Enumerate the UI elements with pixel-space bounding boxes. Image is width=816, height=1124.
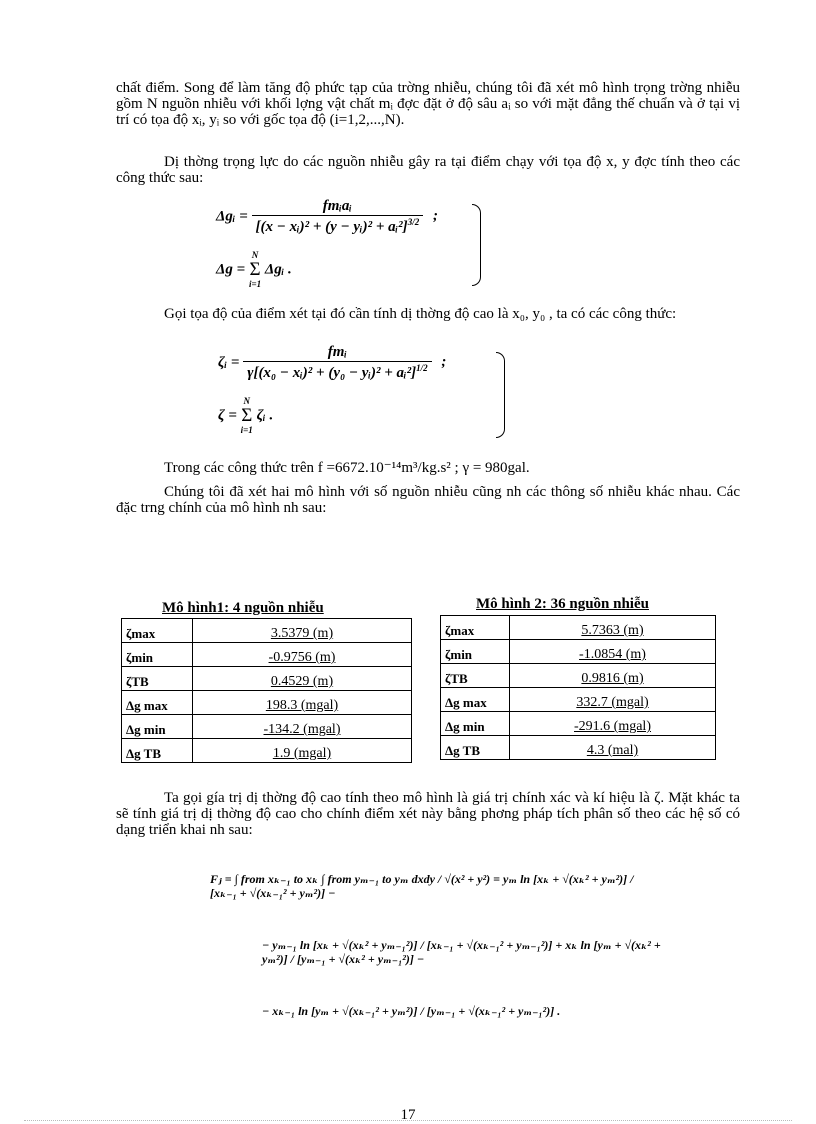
sum-icon: Σ: [241, 405, 253, 426]
model1-value-zeta-tb: 0.4529 (m): [193, 667, 412, 691]
eq2-lhs: ζᵢ =: [218, 354, 240, 371]
equation-integral-line1: Fⱼ = ∫ from xₖ₋₁ to xₖ ∫ from yₘ₋₁ to yₘ dxdy / √(x² + y²) = yₘ ln [xₖ + √(xₖ² + yₘ²)] / [xₖ₋₁ + √(xₖ₋₁² + yₘ²)] −: [210, 872, 634, 900]
table-row: [122, 619, 412, 643]
model1-value-dg-max: 198.3 (mgal): [193, 691, 412, 715]
eq1-term: Δgᵢ .: [264, 261, 292, 278]
model2-label-zeta-tb: ζTB: [441, 664, 510, 688]
eq1-sum-bottom: i=1: [248, 279, 262, 289]
model2-value-zeta-min: -1.0854 (m): [510, 640, 716, 664]
model2-label-zeta-min: ζmin: [441, 640, 510, 664]
model2-value-zeta-tb: 0.9816 (m): [510, 664, 716, 688]
model2-value-dg-tb: 4.3 (mal): [510, 736, 716, 760]
model2-value-zeta-max: 5.7363 (m): [510, 616, 716, 640]
model2-table: [440, 615, 716, 760]
eq2-sum-bottom: i=1: [240, 425, 253, 435]
equation-delta-g-sum: [216, 250, 292, 290]
model1-label-dg-tb: Δg TB: [122, 739, 193, 763]
model1-label-dg-max: Δg max: [122, 691, 193, 715]
model1-label-dg-min: Δg min: [122, 715, 193, 739]
eq1-sum: [249, 250, 261, 290]
model1-title: Mô hình1: 4 nguồn nhiễu: [162, 600, 324, 616]
table-row: [122, 739, 412, 763]
table-row: [441, 640, 716, 664]
model2-value-dg-max: 332.7 (mgal): [510, 688, 716, 712]
eq2-exponent: 1/2: [416, 363, 428, 373]
eq1-exponent: 3/2: [407, 217, 420, 227]
equation-zeta-i: [218, 344, 446, 382]
equation-integral-line3: − xₖ₋₁ ln [yₘ + √(xₖ₋₁² + yₘ²)] / [yₘ₋₁ + √(xₖ₋₁² + yₘ₋₁²)] .: [262, 1004, 561, 1018]
eq2-lhs2: ζ =: [218, 407, 237, 424]
paragraph-models-intro: Chúng tôi đã xét hai mô hình với số nguồn nhiễu cũng nh các thông số nhiễu khác nhau. Các đặc trng chính của mô hình nh sau:: [116, 484, 740, 516]
model1-label-zeta-min: ζmin: [122, 643, 193, 667]
eq1-fraction: [252, 198, 424, 236]
paragraph-constants: Trong các công thức trên f =6672.10⁻¹⁴m³/kg.s² ; γ = 980gal.: [164, 460, 530, 476]
model1-value-dg-tb: 1.9 (mgal): [193, 739, 412, 763]
model2-label-dg-tb: Δg TB: [441, 736, 510, 760]
eq1-separator: ;: [432, 208, 438, 225]
sum-icon: Σ: [249, 259, 261, 280]
model2-label-dg-max: Δg max: [441, 688, 510, 712]
right-brace-icon: [496, 352, 505, 438]
table-row: [441, 712, 716, 736]
eq1-den-text: [(x − xᵢ)² + (y − yᵢ)² + aᵢ²]: [255, 219, 408, 235]
eq2-sum: [241, 396, 253, 436]
table-row: [122, 667, 412, 691]
paragraph-integration: Ta gọi gía trị dị thờng độ cao tính theo mô hình là giá trị chính xác và kí hiệu là ζ. Mặt khác ta sẽ tính giá trị dị thờng độ cao cho chính điểm xét này bằng phơng pháp tích phân số theo các hệ số có dạng triển khai nh sau:: [116, 790, 740, 838]
eq2-term: ζᵢ .: [256, 407, 274, 424]
eq1-sum-top: N: [251, 250, 259, 260]
model1-label-zeta-tb: ζTB: [122, 667, 193, 691]
equation-delta-g-i: [216, 198, 438, 236]
eq2-den-text: γ[(x₀ − xᵢ)² + (y₀ − yᵢ)² + aᵢ²]: [247, 365, 417, 381]
eq1-lhs: Δgᵢ =: [216, 208, 248, 225]
model2-label-dg-min: Δg min: [441, 712, 510, 736]
model1-value-zeta-min: -0.9756 (m): [193, 643, 412, 667]
eq1-denominator: [252, 215, 424, 236]
model1-table: [121, 618, 412, 763]
model1-value-zeta-max: 3.5379 (m): [193, 619, 412, 643]
paragraph-gravity-anomaly: Dị thờng trọng lực do các nguồn nhiễu gây ra tại điểm chạy với tọa độ x, y đợc tính theo các công thức sau:: [116, 154, 740, 186]
table-row: [441, 736, 716, 760]
eq1-lhs2: Δg =: [216, 261, 246, 278]
eq2-separator: ;: [441, 354, 447, 371]
eq1-numerator: fmᵢaᵢ: [322, 198, 352, 214]
table-row: [441, 664, 716, 688]
footer-divider: [24, 1120, 792, 1121]
paragraph-height-anomaly: Gọi tọa độ của điểm xét tại đó cần tính dị thờng độ cao là x₀, y₀ , ta có các công thức:: [164, 306, 677, 322]
model1-label-zeta-max: ζmax: [122, 619, 193, 643]
model2-title: Mô hình 2: 36 nguồn nhiễu: [476, 596, 649, 612]
model2-value-dg-min: -291.6 (mgal): [510, 712, 716, 736]
eq2-denominator: [243, 361, 431, 382]
table-row: [441, 616, 716, 640]
equation-zeta-sum: [218, 396, 273, 436]
eq2-fraction: [243, 344, 431, 382]
paragraph-intro: chất điểm. Song để làm tăng độ phức tạp của trờng nhiễu, chúng tôi đã xét mô hình trọng trờng nhiễu gồm N nguồn nhiễu với khối lợng vật chất mᵢ đợc đặt ở độ sâu aᵢ so với mặt đẳng thế chuẩn và ở tại vị trí có tọa độ xᵢ, yᵢ so với gốc tọa độ (i=1,2,...,N).: [116, 80, 740, 128]
model1-value-dg-min: -134.2 (mgal): [193, 715, 412, 739]
table-row: [122, 691, 412, 715]
table-row: [122, 643, 412, 667]
right-brace-icon: [472, 204, 481, 286]
table-row: [441, 688, 716, 712]
page-number: 17: [400, 1107, 416, 1123]
equation-integral-line2: − yₘ₋₁ ln [xₖ + √(xₖ² + yₘ₋₁²)] / [xₖ₋₁ + √(xₖ₋₁² + yₘ₋₁²)] + xₖ ln [yₘ + √(xₖ² + yₘ²)] / [yₘ₋₁ + √(xₖ² + yₘ₋₁²)] −: [262, 938, 661, 966]
table-row: [122, 715, 412, 739]
eq2-sum-top: N: [243, 396, 250, 406]
model2-label-zeta-max: ζmax: [441, 616, 510, 640]
eq2-numerator: fmᵢ: [327, 344, 347, 360]
